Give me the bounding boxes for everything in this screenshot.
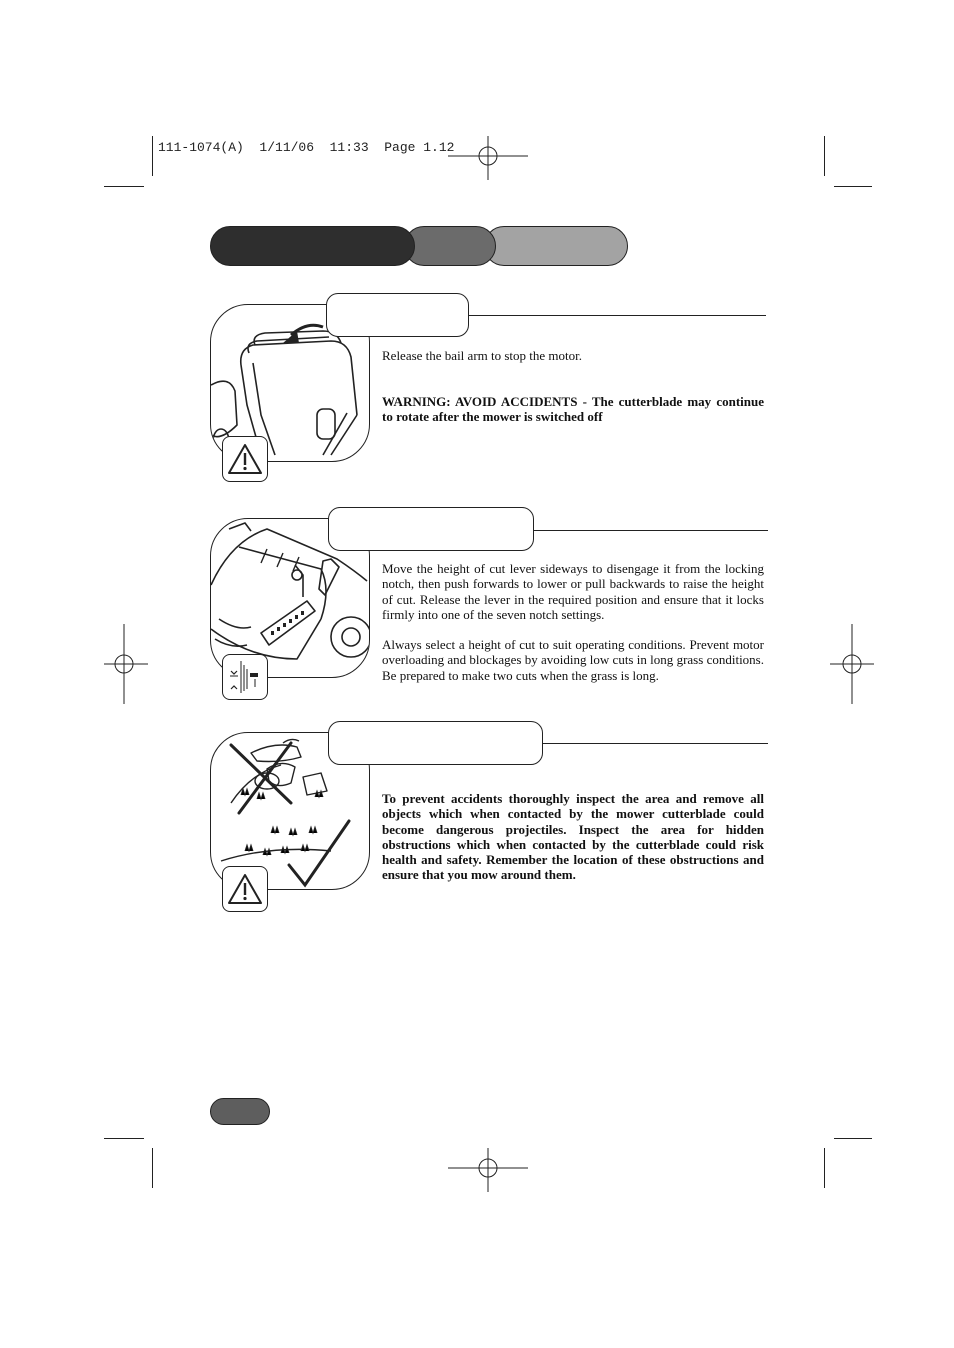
section-1-warning-text: WARNING: AVOID ACCIDENTS - The cutterblade may continue to rotate after the mower is switched off [382, 394, 764, 425]
header-tab-dark [210, 226, 415, 266]
section-heading-box-3 [328, 721, 543, 765]
section-rule-1 [468, 315, 766, 316]
registration-mark-top [448, 136, 528, 180]
header-tab-light [484, 226, 628, 266]
section-2-paragraph-1: Move the height of cut lever sideways to disengage it from the locking notch, then push forwards to lower or pull backwards to raise the height of cut. Release the lever in the required position and ensure that it locks firmly into one of the seven notch settings. [382, 561, 764, 622]
section-heading-box-2 [328, 507, 534, 551]
registration-mark-left [104, 624, 148, 704]
section-3-paragraph-1: To prevent accidents thoroughly inspect the area and remove all objects which when contacted by the mower cutterblade could become dangerous projectiles. Inspect the area for hidden obstructions which when contacted by the cutterblade could risk health and safety. Remember the location of these obstructions and ensure that you mow around them. [382, 791, 764, 883]
section-rule-3 [542, 743, 768, 744]
section-2-paragraph-2: Always select a height of cut to suit operating conditions. Prevent motor overloading and blockages by avoiding low cuts in long grass conditions. Be prepared to make two cuts when the grass is long. [382, 637, 764, 683]
registration-mark-bottom [448, 1148, 528, 1192]
warning-triangle-icon [222, 866, 268, 912]
section-heading-box-1 [326, 293, 469, 337]
registration-mark-right [830, 624, 874, 704]
header-tab-mid [404, 226, 496, 266]
height-of-cut-icon [222, 654, 268, 700]
section-rule-2 [533, 530, 768, 531]
warning-triangle-icon [222, 436, 268, 482]
section-1-paragraph-1: Release the bail arm to stop the motor. [382, 348, 583, 363]
print-slug: 111-1074(A) 1/11/06 11:33 Page 1.12 [158, 140, 455, 155]
page-number-tab [210, 1098, 270, 1125]
